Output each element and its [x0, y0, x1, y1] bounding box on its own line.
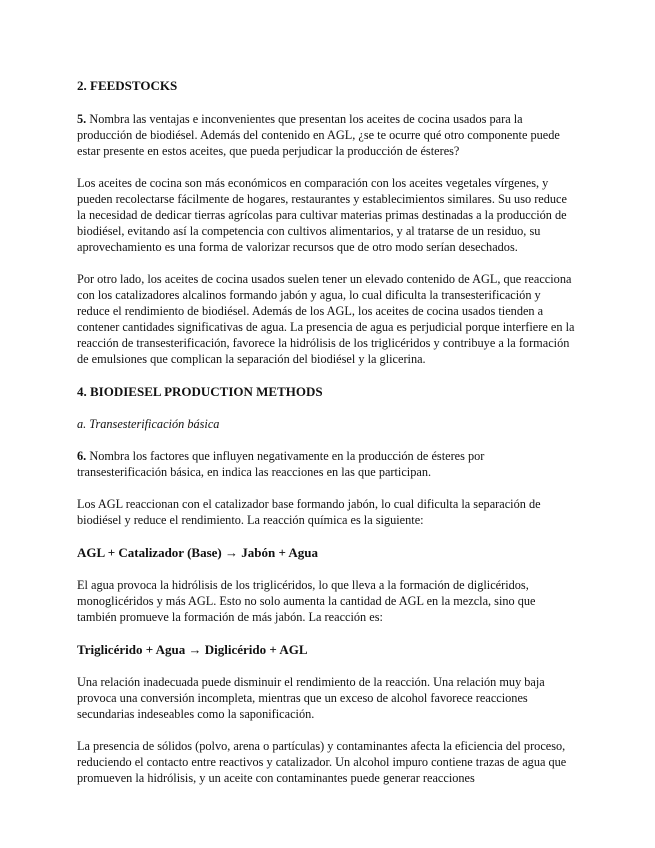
answer-6-paragraph-3: Una relación inadecuada puede disminuir el rendimiento de la reacción. Una relación muy baja provoca una conversión incompleta, mientras que un exceso de alcohol favorece reacciones secundarias indeseables como la saponificación.	[77, 675, 545, 721]
answer-6-paragraph-2: El agua provoca la hidrólisis de los triglicéridos, lo que lleva a la formación de diglicéridos, monoglicéridos y más AGL. Esto no solo aumenta la cantidad de AGL en la mezcla, sino que también promueve la formación de más jabón. La reacción es:	[77, 578, 536, 624]
section-heading-feedstocks: 2. FEEDSTOCKS	[77, 78, 178, 93]
question-5-number: 5.	[77, 112, 87, 126]
reaction-equation-1: AGL + Catalizador (Base) → Jabón + Agua	[77, 545, 319, 560]
answer-5-paragraph-1: Los aceites de cocina son más económicos en comparación con los aceites vegetales vírgenes, y pueden recolectarse fácilmente de hogares, restaurantes y establecimientos similares. Su uso reduce la necesidad de dedicar tierras agrícolas para cultivar materias primas destinadas a la producción de biodiésel, evitando así la competencia con cultivos alimentarios, y al tratarse de un residuo, su aprovechamiento es una forma de valorizar recursos que de otro modo serían desechados.	[77, 176, 567, 254]
section-heading-methods: 4. BIODIESEL PRODUCTION METHODS	[77, 384, 323, 399]
question-6-text: Nombra los factores que influyen negativamente en la producción de ésteres por transesterificación básica, en indica las reacciones en las que participan.	[77, 449, 485, 479]
answer-6-paragraph-1: Los AGL reaccionan con el catalizador base formando jabón, lo cual dificulta la separación de biodiésel y reduce el rendimiento. La reacción química es la siguiente:	[77, 497, 541, 527]
answer-5-paragraph-2: Por otro lado, los aceites de cocina usados suelen tener un elevado contenido de AGL, que reacciona con los catalizadores alcalinos formando jabón y agua, lo cual dificulta la transesterificación y reduce el rendimiento de biodiésel. Además de los AGL, los aceites de cocina usados tienden a contener cantidades significativas de agua. La presencia de agua es perjudicial porque interfiere en la reacción de transesterificación, favorece la hidrólisis de los triglicéridos y contribuye a la formación de emulsiones que complican la separación del biodiésel y la glicerina.	[77, 272, 575, 366]
question-6-number: 6.	[77, 449, 87, 463]
subsection-a: a. Transesterificación básica	[77, 417, 220, 431]
question-5-text: Nombra las ventajas e inconvenientes que presentan los aceites de cocina usados para la producción de biodiésel. Además del contenido en AGL, ¿se te ocurre qué otro componente puede estar presente en estos aceites, que pueda perjudicar la producción de ésteres?	[77, 112, 560, 158]
answer-6-paragraph-4: La presencia de sólidos (polvo, arena o partículas) y contaminantes afecta la eficiencia del proceso, reduciendo el contacto entre reactivos y catalizador. Un alcohol impuro contiene trazas de agua que promueven la hidrólisis, y un aceite con contaminantes puede generar reacciones	[77, 739, 567, 785]
question-5	[77, 111, 575, 159]
reaction-equation-2: Triglicérido + Agua → Diglicérido + AGL	[77, 642, 308, 657]
question-6	[77, 448, 575, 480]
